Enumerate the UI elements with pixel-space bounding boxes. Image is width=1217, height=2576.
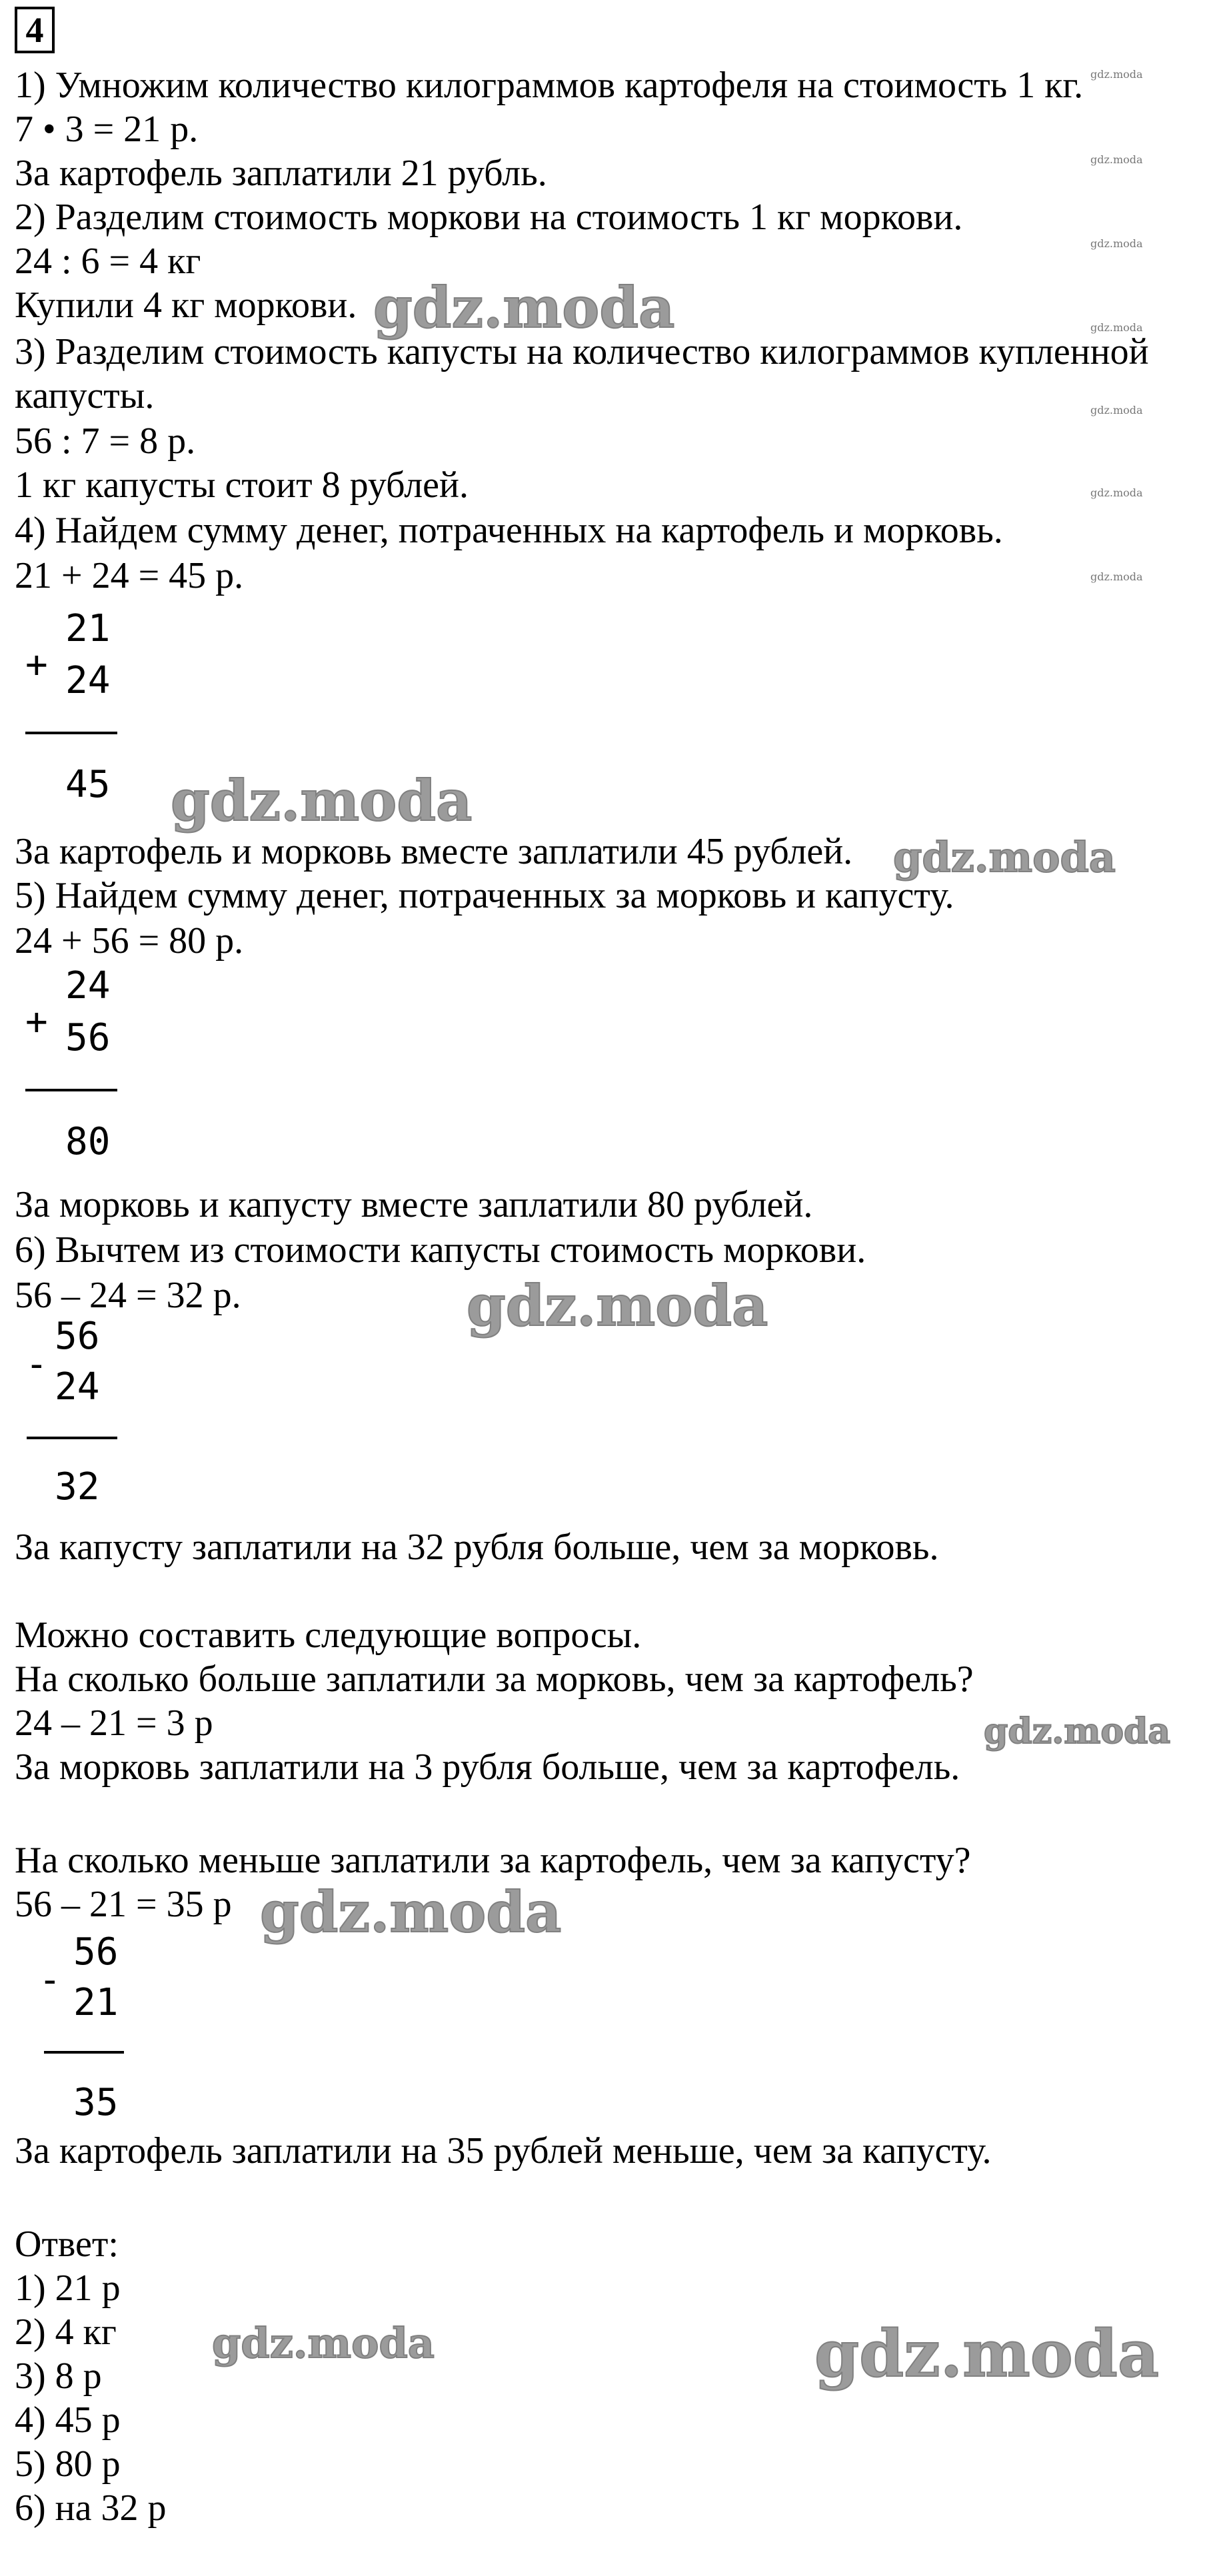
watermark: gdz.moda bbox=[814, 2316, 1160, 2391]
watermark-small: gdz.moda bbox=[1090, 321, 1143, 334]
question-1: На сколько больше заплатили за морковь, чем за картофель? bbox=[15, 1658, 974, 1700]
question-2: На сколько меньше заплатили за картофель, чем за капусту? bbox=[15, 1840, 971, 1881]
column-3-result: 32 bbox=[55, 1465, 100, 1509]
question-1-equation: 24 – 21 = 3 р bbox=[15, 1702, 213, 1744]
step-3-answer: 1 кг капусты стоит 8 рублей. bbox=[15, 464, 469, 506]
watermark: gdz.moda bbox=[171, 768, 473, 834]
column-2-bottom: 56 bbox=[65, 1016, 111, 1059]
step-1-answer: За картофель заплатили 21 рубль. bbox=[15, 153, 547, 194]
column-1-top: 21 bbox=[65, 607, 111, 650]
watermark-small: gdz.moda bbox=[1090, 68, 1143, 81]
watermark: gdz.moda bbox=[373, 275, 675, 340]
step-1-equation: 7 • 3 = 21 р. bbox=[15, 109, 199, 150]
column-2-sign: + bbox=[25, 1000, 48, 1043]
task-number: 4 bbox=[15, 7, 55, 53]
answer-1: 1) 21 р bbox=[15, 2267, 121, 2309]
step-6-equation: 56 – 24 = 32 р. bbox=[15, 1275, 241, 1316]
step-5-text: 5) Найдем сумму денег, потраченных за морковь и капусту. bbox=[15, 875, 954, 916]
question-2-equation: 56 – 21 = 35 р bbox=[15, 1884, 232, 1925]
answer-heading: Ответ: bbox=[15, 2224, 119, 2265]
watermark: gdz.moda bbox=[260, 1879, 562, 1945]
questions-intro: Можно составить следующие вопросы. bbox=[15, 1614, 642, 1656]
step-6-answer: За капусту заплатили на 32 рубля больше, чем за морковь. bbox=[15, 1527, 939, 1568]
column-4-bottom: 21 bbox=[73, 1981, 119, 2024]
watermark: gdz.moda bbox=[893, 833, 1116, 882]
watermark: gdz.moda bbox=[984, 1711, 1171, 1752]
watermark-small: gdz.moda bbox=[1090, 404, 1143, 416]
column-3-sign: - bbox=[25, 1343, 48, 1386]
step-3-text: 3) Разделим стоимость капусты на количество килограммов купленной bbox=[15, 331, 1149, 372]
step-1-text: 1) Умножим количество килограммов картофеля на стоимость 1 кг. bbox=[15, 65, 1084, 106]
column-2-rule bbox=[25, 1089, 117, 1091]
watermark-small: gdz.moda bbox=[1090, 237, 1143, 250]
answer-5: 5) 80 р bbox=[15, 2443, 121, 2485]
question-1-answer: За морковь заплатили на 3 рубля больше, чем за картофель. bbox=[15, 1746, 960, 1788]
column-3-bottom: 24 bbox=[55, 1365, 100, 1409]
column-4-rule bbox=[44, 2051, 124, 2054]
answer-6: 6) на 32 р bbox=[15, 2487, 167, 2529]
column-4-top: 56 bbox=[73, 1930, 119, 1974]
column-3-top: 56 bbox=[55, 1315, 100, 1358]
step-3-equation: 56 : 7 = 8 р. bbox=[15, 420, 196, 462]
column-1-sign: + bbox=[25, 643, 48, 686]
column-3-rule bbox=[27, 1437, 117, 1439]
watermark-small: gdz.moda bbox=[1090, 570, 1143, 583]
column-1-bottom: 24 bbox=[65, 659, 111, 702]
answer-2: 2) 4 кг bbox=[15, 2311, 117, 2353]
watermark: gdz.moda bbox=[212, 2319, 435, 2367]
step-2-text: 2) Разделим стоимость моркови на стоимость 1 кг моркови. bbox=[15, 197, 963, 238]
step-4-text: 4) Найдем сумму денег, потраченных на картофель и морковь. bbox=[15, 510, 1003, 551]
step-2-equation: 24 : 6 = 4 кг bbox=[15, 241, 201, 282]
answer-4: 4) 45 р bbox=[15, 2399, 121, 2441]
step-5-equation: 24 + 56 = 80 р. bbox=[15, 920, 244, 962]
watermark-small: gdz.moda bbox=[1090, 153, 1143, 166]
step-3-text-cont: капусты. bbox=[15, 375, 155, 416]
watermark-small: gdz.moda bbox=[1090, 486, 1143, 499]
step-4-equation: 21 + 24 = 45 р. bbox=[15, 555, 244, 596]
watermark: gdz.moda bbox=[467, 1273, 768, 1339]
column-4-result: 35 bbox=[73, 2081, 119, 2124]
step-4-answer: За картофель и морковь вместе заплатили 45 рублей. bbox=[15, 831, 853, 872]
column-1-result: 45 bbox=[65, 763, 111, 806]
answer-3: 3) 8 р bbox=[15, 2355, 102, 2397]
column-2-result: 80 bbox=[65, 1120, 111, 1163]
step-2-answer: Купили 4 кг моркови. bbox=[15, 285, 357, 326]
column-4-sign: - bbox=[39, 1958, 61, 2002]
step-6-text: 6) Вычтем из стоимости капусты стоимость моркови. bbox=[15, 1229, 866, 1271]
column-1-rule bbox=[25, 732, 117, 734]
column-2-top: 24 bbox=[65, 964, 111, 1007]
question-2-answer: За картофель заплатили на 35 рублей меньше, чем за капусту. bbox=[15, 2130, 992, 2172]
step-5-answer: За морковь и капусту вместе заплатили 80 рублей. bbox=[15, 1184, 813, 1225]
